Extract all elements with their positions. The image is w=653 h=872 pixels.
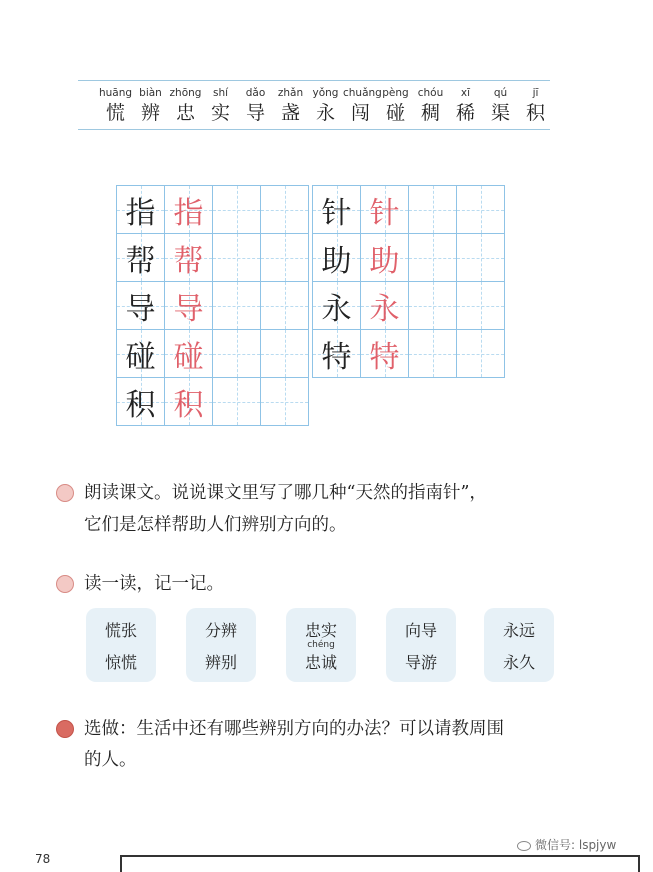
vocab-item [133, 85, 168, 125]
grid-cell-model [312, 233, 361, 282]
grid-cell-model [312, 281, 361, 330]
grid-cell-empty [260, 377, 309, 426]
grid-cell-empty [260, 185, 309, 234]
model-char: 针 [321, 195, 352, 231]
hanzi: 积 [525, 102, 545, 124]
vocab-item [483, 85, 518, 125]
vocab-strip [78, 80, 550, 130]
question-bullet-icon [56, 484, 74, 502]
vocab-item [308, 85, 343, 125]
question-bullet-icon [56, 575, 74, 593]
model-char: 积 [125, 387, 156, 423]
vocab-item [203, 85, 238, 125]
pinyin: qú [493, 87, 508, 99]
grid-cell-empty [212, 329, 261, 378]
grid-cell-trace [164, 233, 213, 282]
word-card [186, 608, 256, 682]
grid-cell-empty [456, 329, 505, 378]
trace-char: 永 [369, 291, 400, 327]
pinyin: zhōng [169, 87, 202, 99]
grid-cell-empty [260, 281, 309, 330]
grid-cell-trace [164, 377, 213, 426]
hanzi: 实 [210, 102, 230, 124]
grid-cell-empty [456, 281, 505, 330]
grid-cell-model [116, 329, 165, 378]
question-3-line-2: 的人。 [84, 750, 137, 770]
grid-cell-trace [164, 281, 213, 330]
grid-cell-empty [456, 185, 505, 234]
word: 分辨 [204, 621, 237, 640]
model-char: 永 [321, 291, 352, 327]
vocab-item [168, 85, 203, 125]
word-pinyin: chéng [307, 640, 335, 650]
model-char: 助 [321, 243, 352, 279]
grid-cell-empty [260, 233, 309, 282]
grid-cell-empty [408, 281, 457, 330]
hanzi: 永 [315, 102, 335, 124]
grid-cell-empty [212, 233, 261, 282]
question-3-line-1: 选做：生活中还有哪些辨别方向的办法？可以请教周围 [84, 719, 504, 739]
trace-char: 碰 [173, 339, 204, 375]
grid-cell-trace [164, 185, 213, 234]
word: 惊慌 [104, 653, 137, 672]
pinyin: biàn [139, 87, 162, 99]
watermark-text: 微信号: lspjyw [535, 838, 617, 852]
word-card [484, 608, 554, 682]
question-1-line-2: 它们是怎样帮助人们辨别方向的。 [84, 515, 347, 535]
vocab-item [378, 85, 413, 125]
pinyin: dǎo [245, 87, 266, 99]
grid-cell-empty [212, 377, 261, 426]
grid-cell-model [312, 185, 361, 234]
trace-char: 助 [369, 243, 400, 279]
model-char: 指 [125, 195, 156, 231]
hanzi: 碰 [385, 102, 405, 124]
grid-cell-empty [408, 233, 457, 282]
word-card [86, 608, 156, 682]
grid-cell-model [116, 233, 165, 282]
hanzi: 盏 [280, 102, 300, 124]
word: 永远 [502, 621, 535, 640]
grid-cell-trace [360, 281, 409, 330]
vocab-item [343, 85, 382, 125]
trace-char: 导 [173, 291, 204, 327]
hanzi: 慌 [105, 102, 125, 124]
pinyin: jī [532, 87, 539, 99]
vocab-item [413, 85, 448, 125]
hanzi: 闯 [350, 102, 370, 124]
hanzi: 导 [245, 102, 265, 124]
pinyin: shí [212, 87, 229, 99]
pinyin: zhǎn [277, 87, 304, 99]
grid-cell-empty [212, 281, 261, 330]
vocab-row [98, 85, 553, 125]
watermark [515, 836, 618, 853]
word: 慌张 [104, 621, 137, 640]
trace-char: 积 [173, 387, 204, 423]
pinyin: xī [460, 87, 471, 99]
grid-cell-trace [360, 233, 409, 282]
trace-char: 针 [369, 195, 400, 231]
model-char: 碰 [125, 339, 156, 375]
word-card [286, 608, 356, 682]
page-number: 78 [35, 852, 51, 866]
word: 永久 [502, 653, 535, 672]
word: 忠实 [304, 621, 337, 640]
question-1-line-1: 朗读课文。说说课文里写了哪几种“天然的指南针”， [84, 483, 487, 503]
model-char: 帮 [125, 243, 156, 279]
grid-cell-model [312, 329, 361, 378]
hanzi: 辨 [140, 102, 160, 124]
vocab-item [273, 85, 308, 125]
hanzi: 渠 [490, 102, 510, 124]
hanzi: 忠 [175, 102, 195, 124]
grid-cell-empty [408, 185, 457, 234]
grid-cell-trace [360, 185, 409, 234]
wechat-icon [517, 841, 531, 851]
pinyin: yǒng [312, 87, 339, 99]
hanzi: 稀 [455, 102, 475, 124]
grid-cell-empty [456, 233, 505, 282]
pinyin: chóu [417, 87, 444, 99]
vocab-item [518, 85, 553, 125]
pinyin: pèng [382, 87, 409, 99]
vocab-item [98, 85, 133, 125]
optional-bullet-icon [56, 720, 74, 738]
vocab-item [238, 85, 273, 125]
model-char: 导 [125, 291, 156, 327]
bottom-frame [120, 855, 640, 872]
trace-char: 帮 [173, 243, 204, 279]
grid-cell-model [116, 377, 165, 426]
trace-char: 特 [369, 339, 400, 375]
grid-cell-trace [164, 329, 213, 378]
grid-cell-empty [260, 329, 309, 378]
grid-cell-trace [360, 329, 409, 378]
grid-cell-empty [212, 185, 261, 234]
vocab-item [448, 85, 483, 125]
word-card [386, 608, 456, 682]
pinyin: huāng [98, 87, 133, 99]
grid-cell-model [116, 185, 165, 234]
hanzi: 稠 [420, 102, 440, 124]
pinyin: chuǎng [343, 87, 382, 99]
question-2: 读一读，记一记。 [84, 574, 224, 594]
model-char: 特 [321, 339, 352, 375]
grid-cell-empty [408, 329, 457, 378]
trace-char: 指 [173, 195, 204, 231]
grid-cell-model [116, 281, 165, 330]
word: 导游 [404, 653, 437, 672]
word: 向导 [404, 621, 437, 640]
word: 辨别 [204, 653, 237, 672]
word: 忠诚 [304, 653, 337, 672]
